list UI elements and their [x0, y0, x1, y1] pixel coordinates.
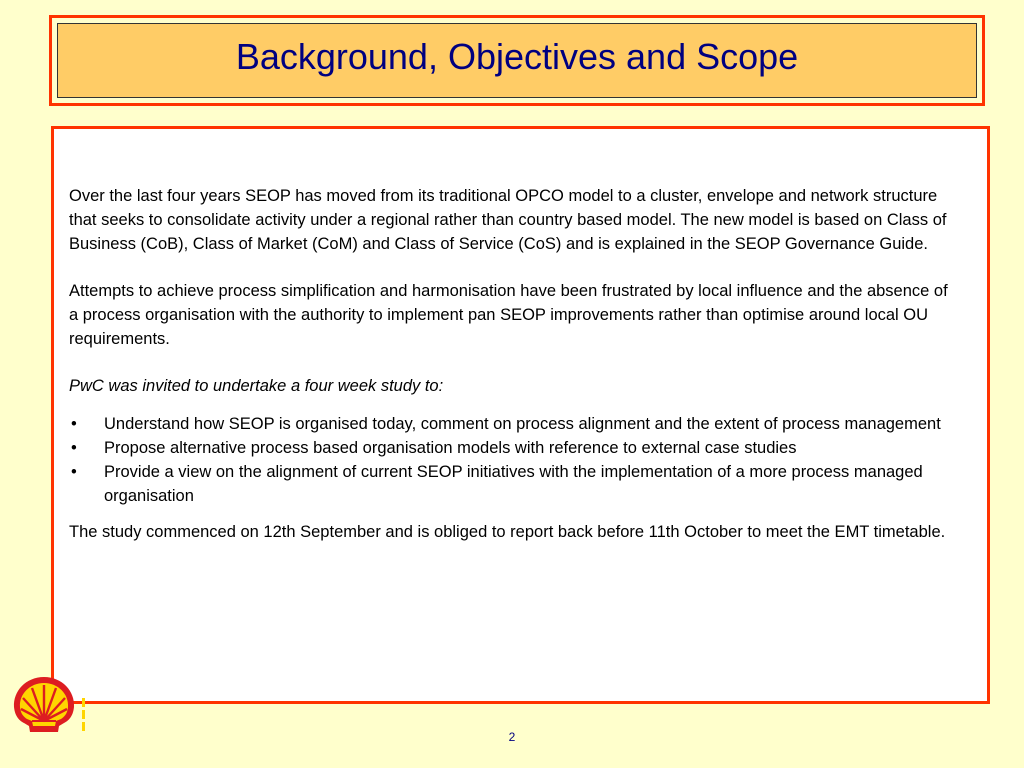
- content-panel: [51, 126, 990, 704]
- list-item-text: Propose alternative process based organisation models with reference to external case studies: [104, 439, 797, 457]
- shell-pecten-logo-icon: [10, 674, 78, 738]
- title-banner: [57, 23, 977, 98]
- title-frame: [49, 15, 985, 106]
- page-number: 2: [508, 730, 516, 744]
- timeline-paragraph: The study commenced on 12th September and is obliged to report back before 11th October to meet the EMT timetable.: [69, 523, 946, 541]
- content-body: [69, 184, 959, 544]
- logo-accent-icon: [80, 698, 88, 732]
- bullet-dot-icon: •: [71, 439, 77, 457]
- list-item-text: Provide a view on the alignment of current SEOP initiatives with the implementation of a more process managed organisation: [104, 463, 923, 505]
- list-item: [69, 436, 959, 460]
- study-intro: PwC was invited to undertake a four week study to:: [69, 377, 444, 395]
- background-paragraph: Over the last four years SEOP has moved from its traditional OPCO model to a cluster, envelope and network structure that seeks to consolidate activity under a regional rather than country based model. The new model is based on Class of Business (CoB), Class of Market (CoM) and Class of Service (CoS) and is explained in the SEOP Governance Guide.: [69, 187, 947, 253]
- paragraph-spacer: [69, 351, 959, 374]
- bullet-dot-icon: •: [71, 463, 77, 481]
- paragraph-spacer: [69, 256, 959, 279]
- list-item: [69, 412, 959, 436]
- bullet-dot-icon: •: [71, 415, 77, 433]
- page-title: Background, Objectives and Scope: [235, 35, 799, 77]
- list-item-text: Understand how SEOP is organised today, comment on process alignment and the extent of process management: [104, 415, 941, 433]
- problem-paragraph: Attempts to achieve process simplification and harmonisation have been frustrated by local influence and the absence of a process organisation with the authority to implement pan SEOP improvements rather than optimise around local OU requirements.: [69, 282, 948, 348]
- objectives-list: [69, 412, 959, 508]
- list-item: [69, 460, 959, 508]
